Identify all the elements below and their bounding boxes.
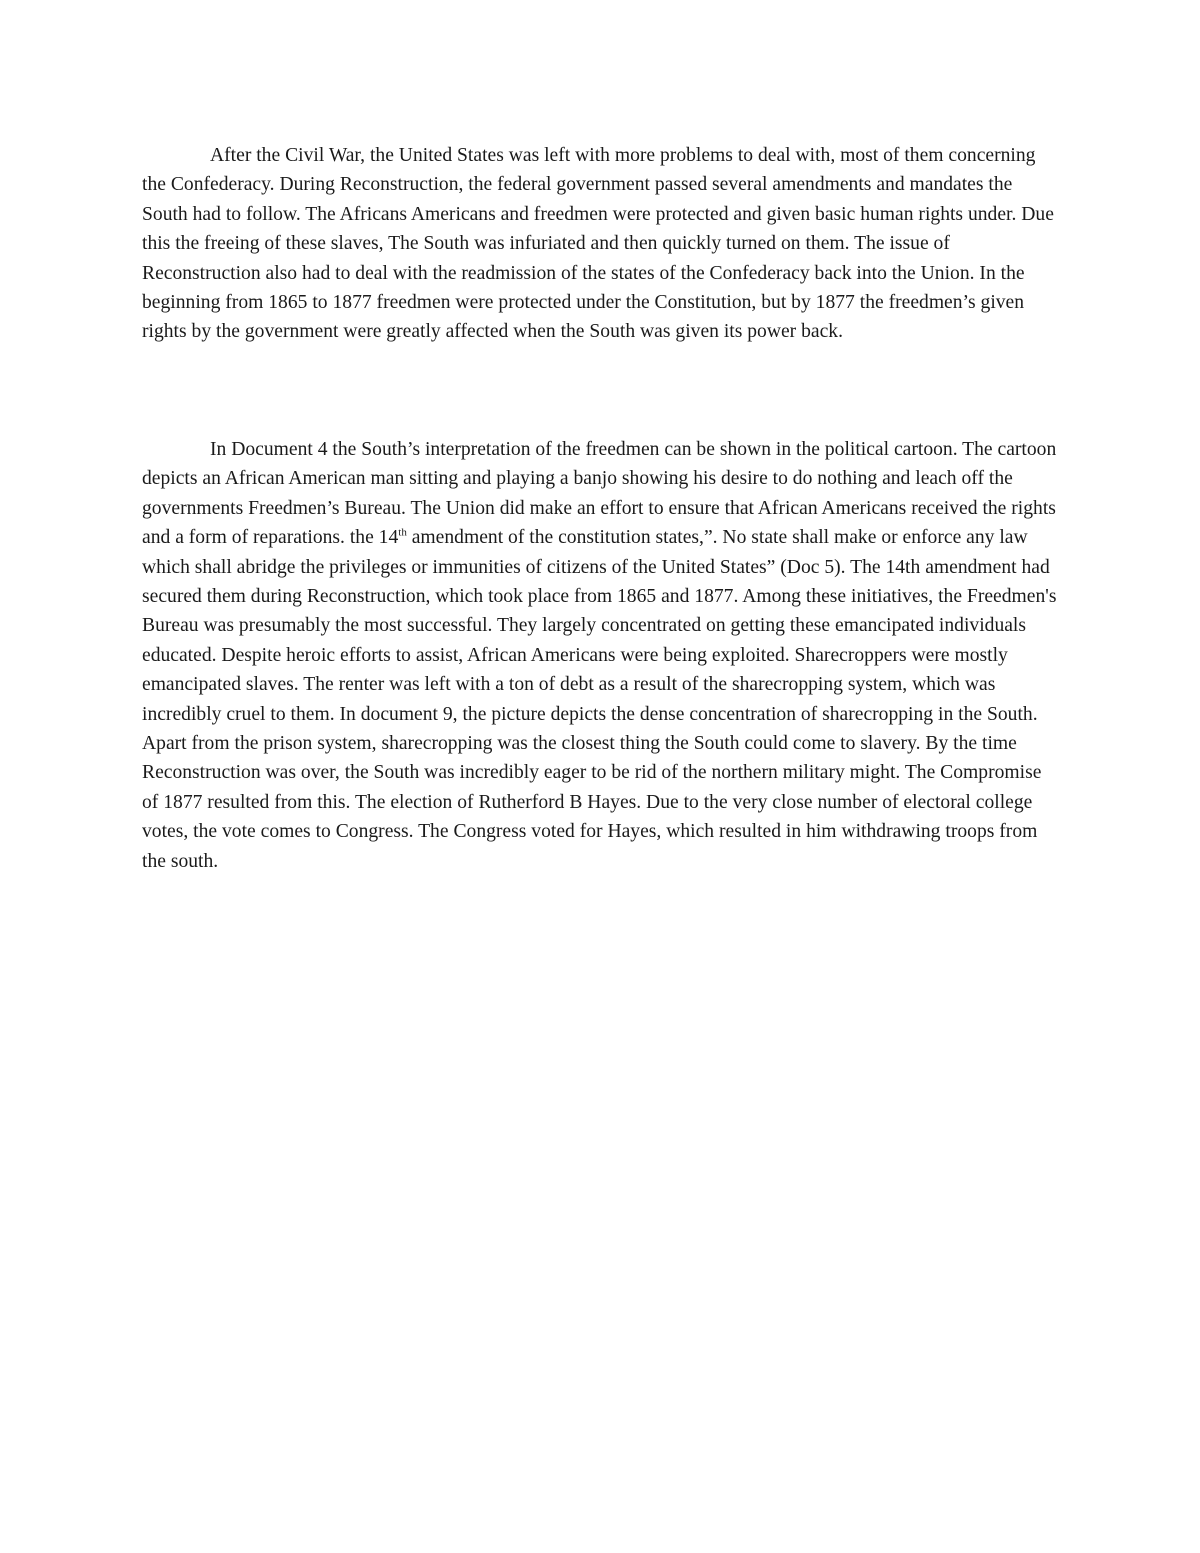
paragraph-intro: After the Civil War, the United States was left with more problems to deal with, most of them concerning the Confederacy. During Reconstruction, the federal government passed several amendments and mandates the South had to follow. The Africans Americans and freedmen were protected and given basic human rights under. Due this the freeing of these slaves, The South was infuriated and then quickly turned on them. The issue of Reconstruction also had to deal with the readmission of the states of the Confederacy back into the Union. In the beginning from 1865 to 1877 freedmen were protected under the Constitution, but by 1877 the freedmen’s given rights by the government were greatly affected when the South was given its power back. bbox=[142, 145, 1054, 343]
paragraph-body-text-start: In Document 4 the South’s interpretation of the freedmen can be shown in the political cartoon. The cartoon depicts an African American man sitting and playing a banjo showing his desire to do nothing and leach off the governments Freedmen’s Bureau. The Union did make an effort to ensure that African Americans received the rights and a form of reparations. the 14 bbox=[142, 439, 1057, 549]
paragraph-body-text-end: amendment of the constitution states,”. No state shall make or enforce any law which shall abridge the privileges or immunities of citizens of the United States” (Doc 5). The 14th amendment had secured them during Reconstruction, which took place from 1865 and 1877. Among these initiatives, the Freedmen's Bureau was presumably the most successful. They largely concentrated on getting these emancipated individuals educated. Despite heroic efforts to assist, African Americans were being exploited. Sharecroppers were mostly emancipated slaves. The renter was left with a ton of debt as a result of the sharecropping system, which was incredibly cruel to them. In document 9, the picture depicts the dense concentration of sharecropping in the South. Apart from the prison system, sharecropping was the closest thing the South could come to slavery. By the time Reconstruction was over, the South was incredibly eager to be rid of the northern military might. The Compromise of 1877 resulted from this. The election of Rutherford B Hayes. Due to the very close number of electoral college votes, the vote comes to Congress. The Congress voted for Hayes, which resulted in him withdrawing troops from the south. bbox=[142, 527, 1057, 872]
paragraph-body bbox=[142, 435, 1062, 876]
ordinal-superscript: th bbox=[398, 526, 407, 539]
